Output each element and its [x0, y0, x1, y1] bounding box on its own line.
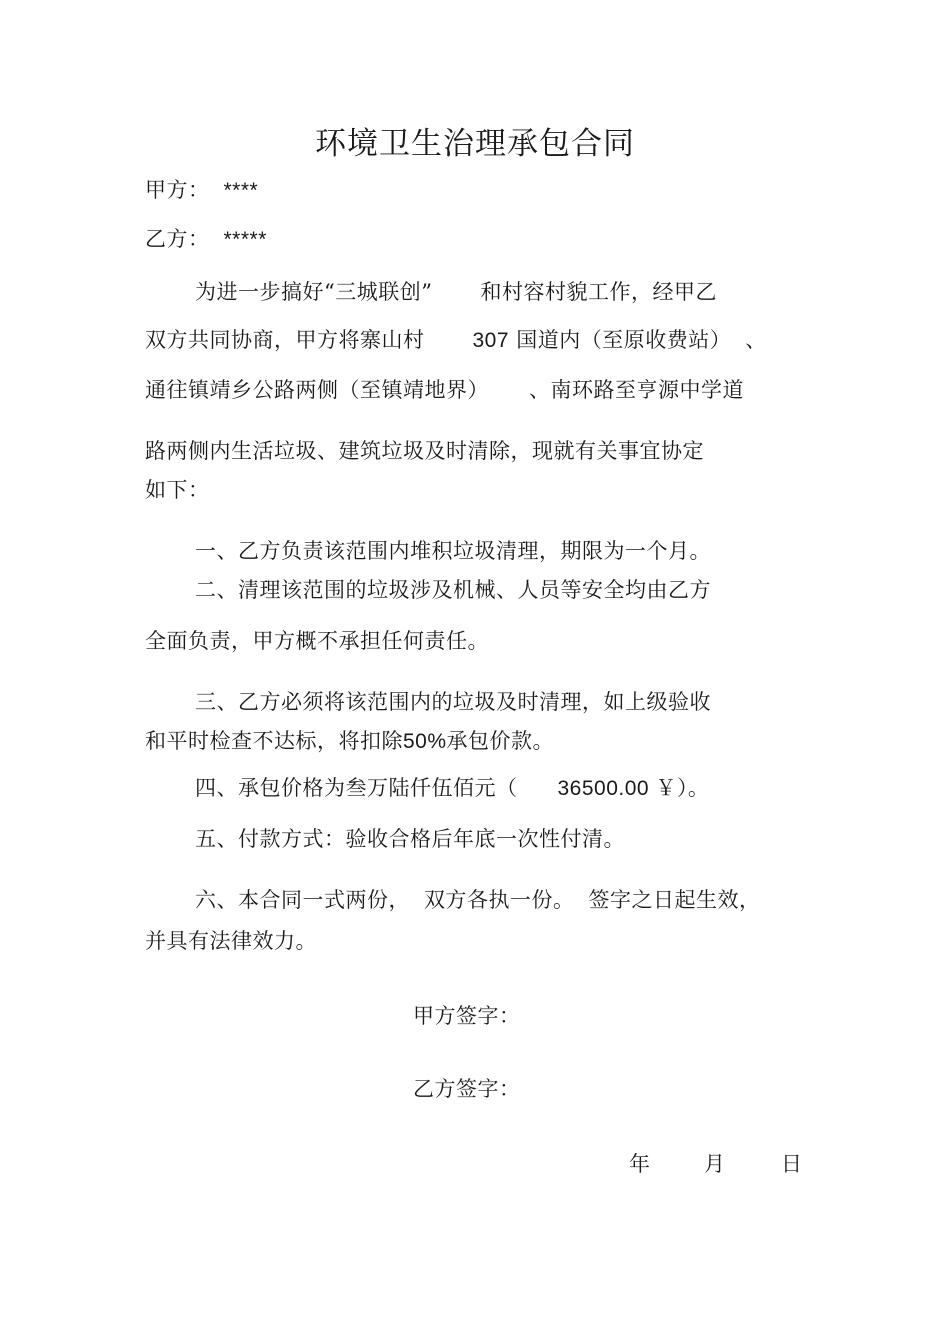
date-day: 日 — [781, 1152, 803, 1176]
date-month: 月 — [704, 1152, 726, 1176]
highway-number: 307 — [472, 329, 510, 352]
intro-text: 双方共同协商，甲方将寨山村 — [145, 328, 425, 352]
intro-line-1 — [195, 278, 717, 306]
clause-5: 五、付款方式：验收合格后年底一次性付清。 — [195, 827, 625, 851]
party-b-line — [145, 225, 267, 254]
deduction-percent: 50% — [403, 730, 447, 753]
intro-text: 通往镇靖乡公路两侧（至镇靖地界） — [145, 378, 489, 402]
party-a-value: **** — [223, 179, 259, 202]
clause-4 — [195, 774, 709, 803]
intro-line-2 — [145, 326, 767, 355]
party-b-signature: 乙方签字： — [413, 1077, 521, 1101]
clause-text: ）。 — [676, 776, 710, 800]
intro-text: 和村容村貌工作，经甲乙 — [480, 280, 717, 304]
party-b-value: ***** — [223, 228, 267, 251]
clause-1: 一、乙方负责该范围内堆积垃圾清理，期限为一个月。 — [195, 539, 711, 563]
intro-text: 、南环路至亨源中学道 — [529, 378, 744, 402]
clause-text: 四、承包价格为叁万陆仟伍佰元（ — [195, 776, 518, 800]
clause-2-line-1: 二、清理该范围的垃圾涉及机械、人员等安全均由乙方 — [195, 578, 711, 602]
clause-2-line-2: 全面负责，甲方概不承担任何责任。 — [145, 629, 489, 653]
party-a-signature: 甲方签字： — [413, 1004, 521, 1028]
party-a-label: 甲方： — [145, 178, 210, 202]
clause-3-line-1: 三、乙方必须将该范围内的垃圾及时清理，如上级验收 — [195, 690, 711, 714]
intro-text: 国道内（至原收费站） — [516, 328, 732, 352]
clause-text: 签字之日起生效， — [588, 888, 761, 912]
clause-text: 和平时检查不达标，将扣除 — [145, 729, 403, 753]
intro-line-3 — [145, 376, 744, 404]
contract-amount: 36500.00 ￥ — [557, 777, 677, 800]
clause-text: 承包价款。 — [446, 729, 555, 753]
clause-text: 六、本合同一式两份， — [195, 888, 410, 912]
intro-line-4: 路两侧内生活垃圾、建筑垃圾及时清除，现就有关事宜协定 — [145, 439, 704, 463]
intro-text: 、 — [745, 328, 767, 352]
party-b-label: 乙方： — [145, 227, 210, 251]
intro-line-5: 如下： — [145, 478, 210, 502]
clause-text: 双方各执一份。 — [424, 888, 575, 912]
clause-6-line-1 — [195, 886, 761, 914]
document-title: 环境卫生治理承包合同 — [315, 126, 635, 162]
intro-text: 为进一步搞好“三城联创” — [195, 280, 433, 304]
clause-6-line-2: 并具有法律效力。 — [145, 929, 317, 953]
clause-3-line-2 — [145, 727, 554, 756]
party-a-line — [145, 176, 258, 205]
date-year: 年 — [629, 1152, 651, 1176]
